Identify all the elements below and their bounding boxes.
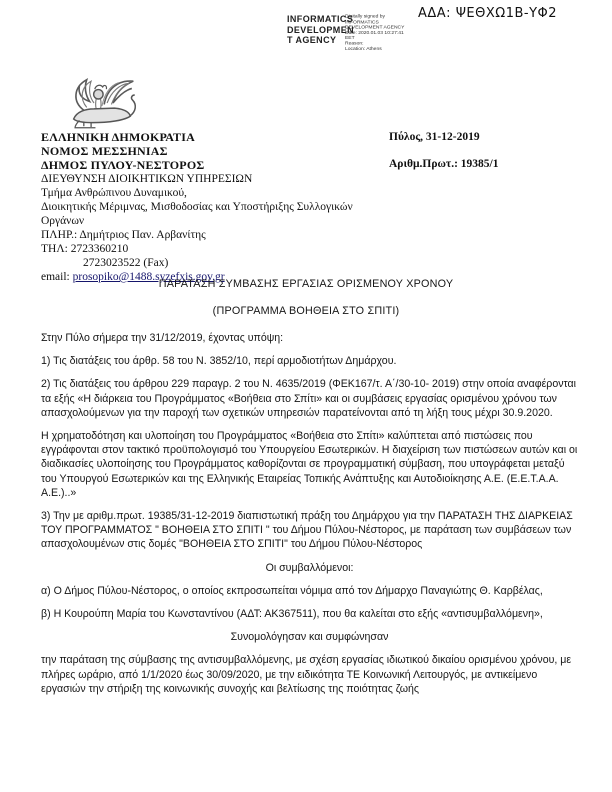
- agreement-heading: Συνομολόγησαν και συμφώνησαν: [230, 631, 389, 644]
- digital-signature-details: [345, 14, 438, 51]
- org-line-municipality: ΔΗΜΟΣ ΠΥΛΟΥ-ΝΕΣΤΟΡΟΣ: [41, 158, 205, 172]
- contracting-parties-heading: Οι συμβαλλόμενοι:: [265, 561, 354, 574]
- department-line-2: Διοικητικής Μέριμνας, Μισθοδοσίας και Υποστήριξης Συλλογικών Οργάνων: [41, 201, 353, 227]
- paragraph-funding: Η χρηματοδότηση και υλοποίηση του Προγράμματος «Βοήθεια στο Σπίτι» καλύπτεται από πιστώσεις που εγγράφονται στον τακτικό προϋπολογισμό του Υπουργείου Εσωτερικών. Η διαχείριση των πιστώσεων αυτών και οι διαδικασίες υλοποίησης του Προγράμματος καθορίζονται σε προγραμματική σύμβαση, που υπογράφεται μεταξύ του Υπουργού Εσωτερικών και της Ελληνικής Εταιρείας Τοπικής Ανάπτυξης και Αυτοδιοίκησης Α.Ε. (Ε.Ε.Τ.Α.Α. Α.Ε.)..»: [41, 430, 578, 499]
- paragraph-1: 1) Τις διατάξεις του άρθρ. 58 του Ν. 3852/10, περί αρμοδιοτήτων Δημάρχου.: [41, 355, 397, 368]
- intro-paragraph: Στην Πύλο σήμερα την 31/12/2019, έχοντας υπόψη:: [41, 332, 284, 344]
- signature-detail-line: EET: [345, 34, 355, 41]
- closing-paragraph: την παράταση της σύμβασης της αντισυμβαλλόμενης, με σχέση εργασίας ιδιωτικού δικαίου ορισμένου χρόνου, με πλήρες ωράριο, από 1/1/2020 έως 30/09/2020, με την ειδικότητα ΤΕ Κοινωνική Λειτουργός, με αντικείμενο εργασιών την στήριξη της κοινωνικής συνοχής και βελτίωσης της ποιότητας ζωής: [41, 654, 572, 695]
- org-line-republic: ΕΛΛΗΝΙΚΗ ΔΗΜΟΚΡΑΤΙΑ: [41, 130, 195, 144]
- email-label: email:: [41, 271, 73, 283]
- phone-line: ΤΗΛ: 2723360210: [41, 243, 129, 255]
- signature-agency-line: INFORMATICS: [287, 14, 354, 24]
- paragraph-2: 2) Τις διατάξεις του άρθρου 229 παραγρ. 2 του Ν. 4635/2019 (ΦΕΚ167/τ. Α΄/30-10- 2019) στην οποία αναφέρονται τα εξής «Η διάρκεια του Προγράμματος «Βοήθεια στο Σπίτι» και οι συμβάσεις εργασίας ορισμένου χρόνου των απασχολούμενων για την παροχή των σχετικών υπηρεσιών παρατείνονται από τη λήξη τους μέχρι 30.9.2020.: [41, 378, 577, 419]
- signature-detail-line: INFORMATICS: [345, 18, 379, 25]
- signature-agency-line: DEVELOPMEN: [287, 24, 355, 35]
- party-b-paragraph: β) Η Κουρούπη Μαρία του Κωνσταντίνου (ΑΔΤ: ΑΚ367511), που θα καλείται στο εξής «αντισυμβαλλόμενη»,: [41, 608, 543, 621]
- sender-header-block: [41, 130, 386, 284]
- contact-person-line: ΠΛΗΡ.: Δημήτριος Παν. Αρβανίτης: [41, 229, 206, 241]
- protocol-number: Αριθμ.Πρωτ.: 19385/1: [389, 158, 499, 170]
- fax-line: 2723023522 (Fax): [83, 257, 169, 269]
- signature-detail-line: Reason:: [345, 40, 364, 46]
- sphinx-emblem-icon: [62, 72, 142, 134]
- email-link[interactable]: prosopiko@1488.syzefxis.gov.gr: [72, 271, 225, 283]
- document-title: [0, 278, 612, 318]
- party-a-paragraph: α) Ο Δήμος Πύλου-Νέστορος, ο οποίος εκπροσωπείται νόμιμα από τον Δήμαρχο Παναγιώτης Θ. Καρβέλας,: [41, 584, 543, 597]
- city-date: Πύλος, 31-12-2019: [389, 131, 480, 143]
- ada-code: ΑΔΑ: ΨΕΘΧΩ1Β-ΥΦ2: [418, 6, 558, 21]
- document-title-line-1: ΠΑΡΑΤΑΣΗ ΣΥΜΒΑΣΗΣ ΕΡΓΑΣΙΑΣ ΟΡΙΣΜΕΝΟΥ ΧΡΟΝΟΥ: [158, 278, 454, 290]
- signature-detail-line: DEVELOPMENT AGENCY: [345, 24, 405, 30]
- signature-agency-line: T AGENCY: [287, 35, 337, 45]
- paragraph-3: 3) Την με αριθμ.πρωτ. 19385/31-12-2019 διαπιστωτική πράξη του Δημάρχου για την ΠΑΡΑΤΑΣΗ ΤΗΣ ΔΙΑΡΚΕΙΑΣ ΤΟΥ ΠΡΟΓΡΑΜΜΑΤΟΣ " ΒΟΗΘΕΙΑ ΣΤΟ ΣΠΙΤΙ " του Δήμου Πύλου-Νέστορος, με παράταση των συμβάσεων των απασχολουμένων στις δομές "ΒΟΗΘΕΙΑ ΣΤΟ ΣΠΙΤΙ" του Δήμου Πύλου-Νέστορος: [41, 510, 573, 551]
- document-title-line-2: (ΠΡΟΓΡΑΜΜΑ ΒΟΗΘΕΙΑ ΣΤΟ ΣΠΙΤΙ): [212, 305, 400, 317]
- date-protocol-block: [389, 131, 499, 170]
- signature-detail-line: Digitally signed by: [345, 13, 385, 19]
- department-line-1: Τμήμα Ανθρώπινου Δυναμικού,: [41, 187, 187, 199]
- signature-detail-line: Location: Athens: [345, 45, 382, 51]
- document-body: [41, 331, 578, 705]
- directorate-line: ΔΙΕΥΘΥΝΣΗ ΔΙΟΙΚΗΤΙΚΩΝ ΥΠΗΡΕΣΙΩΝ: [41, 173, 253, 185]
- signature-detail-line: Date: 2020.01.03 10:27:41: [345, 29, 404, 35]
- org-line-prefecture: ΝΟΜΟΣ ΜΕΣΣΗΝΙΑΣ: [41, 144, 168, 158]
